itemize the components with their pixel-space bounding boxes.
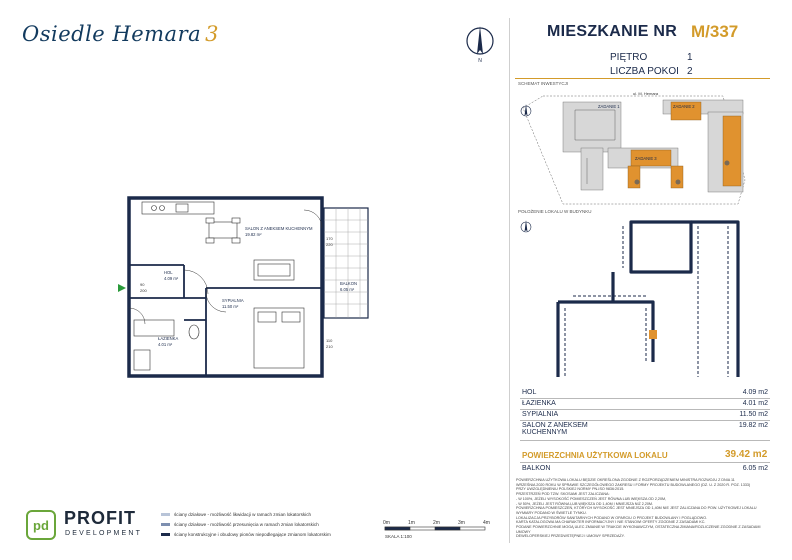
north-arrow-icon — [521, 104, 531, 116]
legend-swatch — [161, 523, 170, 526]
divider — [509, 18, 510, 543]
legend-text: ściany działowe - możliwość likwidacji w ramach zmian lokatorskich — [174, 512, 312, 517]
legend-swatch — [161, 513, 170, 516]
room-area-hol: 4.09 m² — [164, 276, 179, 281]
room-area-sypialnia: 11.50 m² — [222, 304, 239, 309]
scale-tick: 4m — [483, 520, 490, 526]
area-value: 4.01 m2 — [742, 400, 768, 407]
area-row-sypialnia — [522, 411, 770, 418]
area-label: BALKON — [522, 465, 551, 472]
svg-text:pd: pd — [33, 518, 49, 533]
room-name-sypialnia: SYPIALNIA — [222, 298, 244, 303]
area-value: 19.82 m2 — [738, 422, 768, 429]
svg-text:N: N — [478, 58, 482, 64]
note-line: LOKALIZACJA PRZYBORÓW SANITARNYCH PODANO W OPARCIU O PROJEKT BUDOWLANY I POGLĄDOWO. — [516, 515, 708, 520]
area-row-balkon — [522, 465, 770, 472]
street-label: ul. M. Hemara — [633, 91, 659, 96]
brand-name: Osiedle Hemara — [22, 22, 202, 46]
floor-label: PIĘTRO — [610, 52, 648, 63]
north-arrow-icon — [463, 24, 497, 64]
legend-item — [161, 532, 331, 537]
zone-3-label: ZADANIE 3 — [635, 156, 657, 161]
area-value: 4.09 m2 — [742, 389, 768, 396]
site-plan — [513, 88, 770, 206]
brand-logo — [22, 22, 219, 46]
area-row-lazienka — [522, 400, 770, 407]
room-name-salon: SALON Z ANEKSEM KUCHENNYM — [245, 226, 313, 231]
area-divider — [520, 409, 770, 410]
area-divider — [520, 462, 770, 463]
scale-tick: 1m — [408, 520, 415, 526]
brand-number: 3 — [205, 22, 220, 46]
developer-logo-icon — [26, 510, 56, 540]
legend-swatch — [161, 533, 170, 536]
room-name-hol: HOL — [164, 270, 173, 275]
room-area-balkon: 6.05 m² — [340, 287, 355, 292]
note-line: POWIERZCHNIA UŻYTKOWA LOKALU BĘDZIE OKREŚLONA ZGODNIE Z ROZPORZĄDZENIEM MINISTRA ROZWOJU Z DNIA 11 — [516, 478, 735, 482]
area-row-hol — [522, 389, 770, 396]
note-line: PODANE POWIERZCHNIE MOGĄ ULEC ZMIANIE W TRAKCIE WYKONAWCZYM, OSTATECZNA ZMIANA/ROZLICZENIE ZGODNIE Z ZASADAMI UMOWY — [516, 525, 761, 534]
note-line: DEWELOPERSKIEJ PRZEDWSTĘPNEJ I UMOWY SPRZEDAŻY. — [516, 534, 625, 539]
scale-label: SKALA 1:100 — [385, 534, 412, 539]
note-line: - W 100%, JEŻELI WYSOKOŚĆ POMIESZCZEŃ JEST RÓWNA LUB WIĘKSZA OD 2,20M, — [516, 496, 667, 501]
scale-tick: 3m — [458, 520, 465, 526]
area-row-salon — [522, 422, 622, 436]
dim-label: 220 — [326, 242, 333, 247]
room-area-lazienka: 4.01 m² — [158, 342, 173, 347]
unit-title: MIESZKANIE NR — [547, 23, 678, 40]
area-divider — [520, 398, 770, 399]
dim-label: 200 — [140, 288, 147, 293]
legend-item — [161, 512, 311, 517]
balcony — [324, 208, 368, 318]
unit-number: M/337 — [691, 22, 739, 41]
note-line: KARTA KATALOGOWA MA CHARAKTER INFORMACYJNY I NIE STANOWI OFERTY ZGODNIE Z ZASADAMI KC. — [516, 520, 706, 525]
room-name-balkon: BALKON — [340, 281, 357, 286]
building-location-plan — [513, 212, 770, 382]
rooms-value: 2 — [687, 66, 693, 77]
area-label: HOL — [522, 389, 537, 396]
developer-sub: DEVELOPMENT — [65, 530, 143, 537]
area-label: SYPIALNIA — [522, 411, 559, 418]
site-plan-caption: SCHEMAT INWESTYCJI — [518, 81, 569, 86]
rooms-label: LICZBA POKOI — [610, 66, 679, 77]
floor-value: 1 — [687, 52, 693, 63]
note-line: PRZESTRZEŃ POD TZW. SKOSAMI JEST ZALICZANA: — [516, 492, 610, 497]
north-arrow-icon — [521, 220, 531, 232]
note-line: POWIERZCHNIA POMIESZCZEŃ, KTÓRYCH WYSOKOŚĆ JEST MNIEJSZA OD 1,40M NIE JEST ZALICZANA DO POW. UŻYTKOWEJ LOKALU — [516, 506, 757, 511]
legend-text: ściany działowe - możliwość przesunięcia w ramach zmian lokatorskich — [174, 522, 319, 527]
apartment-floor-plan — [114, 190, 384, 380]
note-line: PRZY UWZGLĘDNIENIU POLSKIEJ NORMY PN-ISO 9836:2015. — [516, 487, 625, 492]
note-line: WYMIARY PODANO W ŚWIETLE TYNKU. — [516, 510, 587, 515]
room-area-salon: 19.82 m² — [245, 232, 262, 237]
header-rule — [515, 78, 770, 79]
area-divider — [520, 440, 770, 441]
room-name-lazienka: ŁAZIENKA — [158, 336, 179, 341]
scale-tick: 0m — [383, 520, 390, 526]
location-caption: POŁOŻENIE LOKALU W BUDYNKU — [518, 209, 592, 214]
total-area-label: POWIERZCHNIA UŻYTKOWA LOKALU — [522, 451, 668, 460]
entrance-icon — [118, 284, 126, 292]
zone-2-label: ZADANIE 2 — [673, 104, 695, 109]
area-label: SALON Z ANEKSEM KUCHENNYM — [522, 422, 588, 436]
legend-text: ściany konstrukcyjne i obudowy pionów niepodlegające zmianom lokatorskim — [174, 532, 331, 537]
note-line: WRZEŚNIA 2020 ROKU W SPRAWIE SZCZEGÓŁOWEGO ZAKRESU I FORMY PROJEKTU BUDOWLANEGO (DZ. U. Z 2020 R. POZ. 1333) — [516, 482, 751, 487]
area-divider — [520, 420, 770, 421]
legal-notes — [516, 478, 768, 539]
dim-label: 170 — [326, 236, 333, 241]
dim-label: 210 — [326, 344, 333, 349]
area-label: ŁAZIENKA — [522, 400, 556, 407]
developer-name: PROFIT — [64, 508, 136, 528]
zone-1-label: ZADANIE 1 — [598, 104, 620, 109]
note-line: - W 50%, JEŻELI JEST RÓWNA LUB WIĘKSZA OD 1,40M I MNIEJSZA NIŻ 2,20M. — [516, 501, 654, 506]
scale-bar — [383, 516, 498, 546]
area-value: 11.50 m2 — [739, 411, 768, 418]
dim-label: 110 — [326, 338, 333, 343]
total-area-value: 39.42 m2 — [725, 449, 768, 460]
dim-label: 90 — [140, 282, 145, 287]
area-value: 6.05 m2 — [742, 465, 768, 472]
legend-item — [161, 522, 319, 527]
scale-tick: 2m — [433, 520, 440, 526]
